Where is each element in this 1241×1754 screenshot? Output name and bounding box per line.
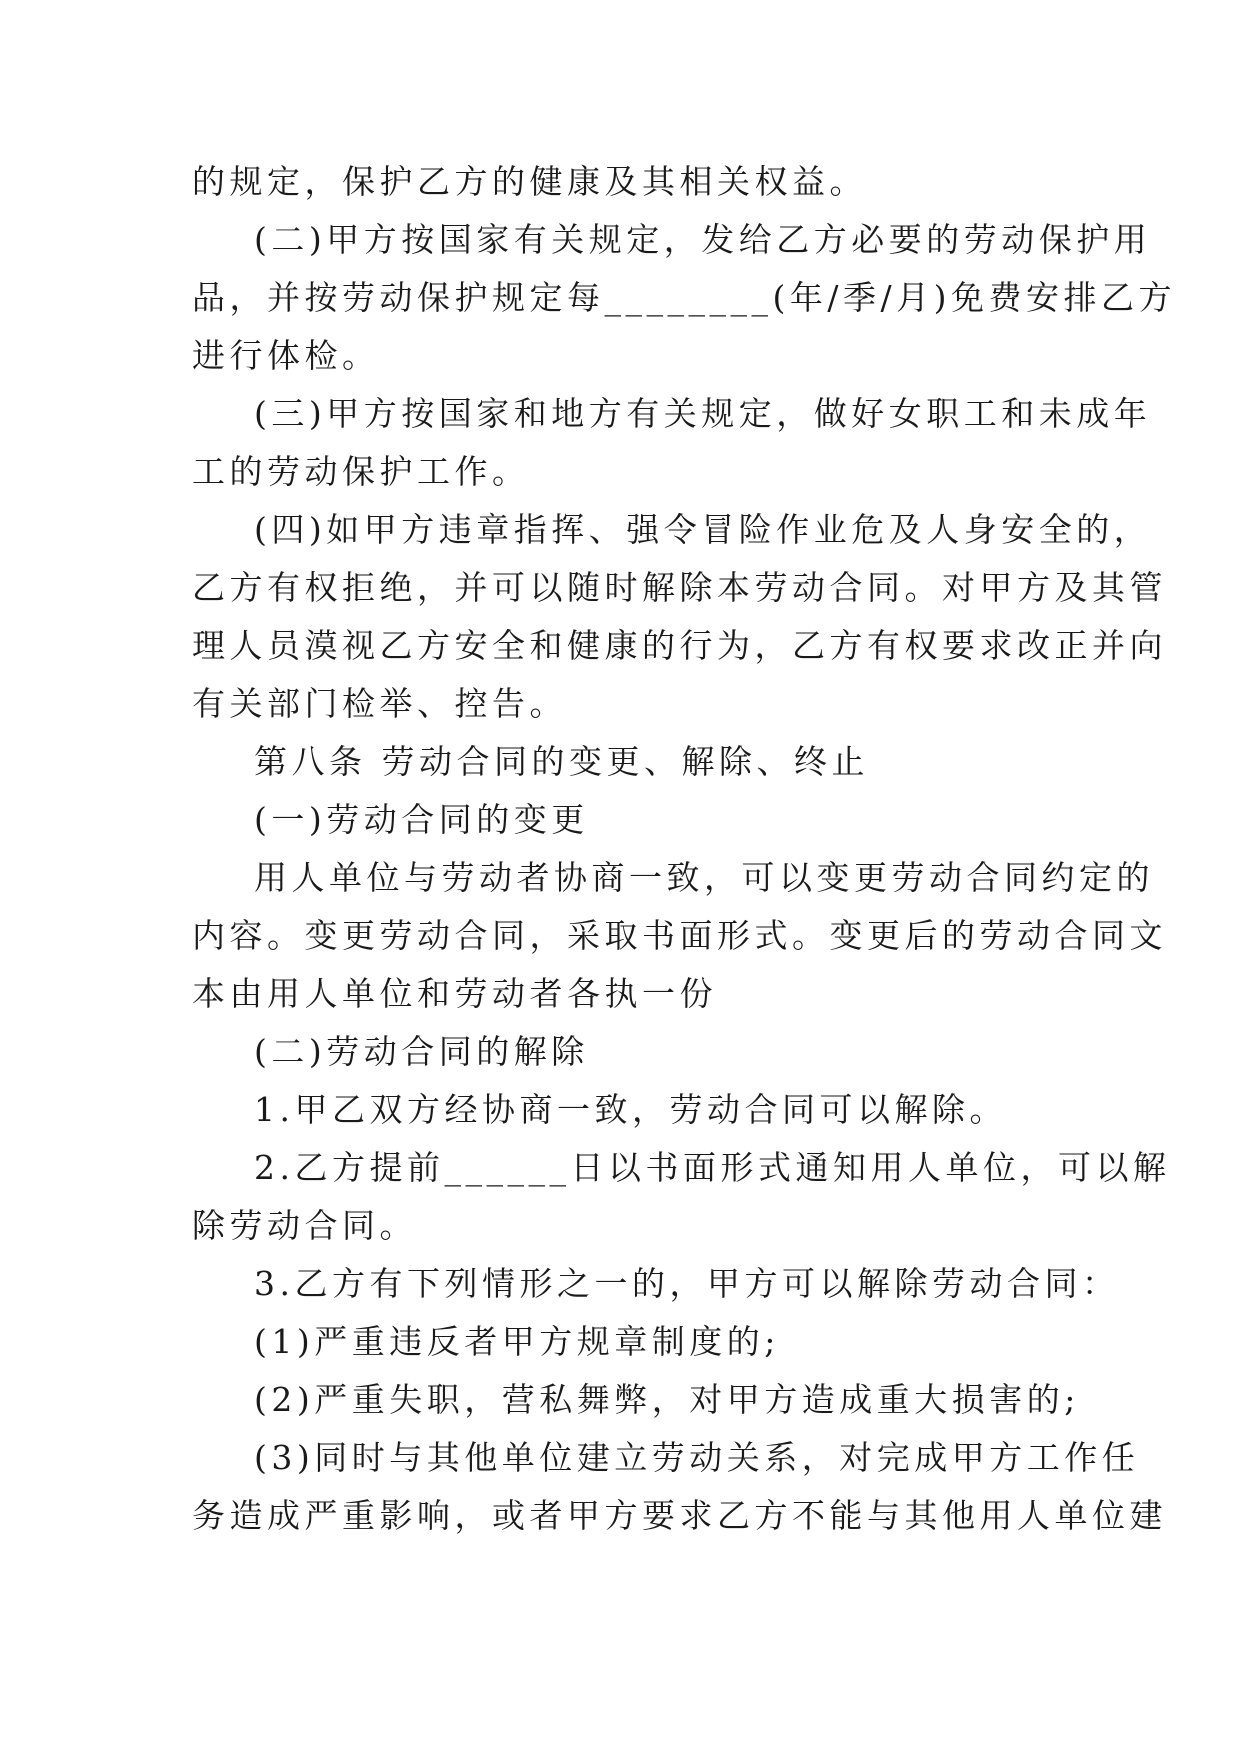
paragraph-start-line: (一)劳动合同的变更	[254, 800, 589, 839]
paragraph-line: 本由用人单位和劳动者各执一份	[192, 974, 717, 1013]
paragraph-line: 的规定，保护乙方的健康及其相关权益。	[192, 162, 867, 201]
paragraph-start-line: (二)劳动合同的解除	[254, 1032, 589, 1071]
paragraph-start-line: 3.乙方有下列情形之一的，甲方可以解除劳动合同：	[254, 1264, 1120, 1303]
paragraph-start-line: (三)甲方按国家和地方有关规定，做好女职工和未成年	[254, 394, 1152, 433]
paragraph-start-line: (二)甲方按国家有关规定，发给乙方必要的劳动保护用	[254, 220, 1152, 259]
paragraph-start-line: 2.乙方提前______日以书面形式通知用人单位，可以解	[254, 1148, 1171, 1187]
paragraph-line: 乙方有权拒绝，并可以随时解除本劳动合同。对甲方及其管	[192, 568, 1167, 607]
paragraph-line: 除劳动合同。	[192, 1206, 417, 1245]
paragraph-start-line: (3)同时与其他单位建立劳动关系，对完成甲方工作任	[254, 1438, 1140, 1477]
paragraph-start-line: (四)如甲方违章指挥、强令冒险作业危及人身安全的，	[254, 510, 1152, 549]
paragraph-line: 有关部门检举、控告。	[192, 684, 567, 723]
paragraph-line: 品，并按劳动保护规定每________(年/季/月)免费安排乙方	[192, 278, 1176, 317]
paragraph-start-line: 第八条 劳动合同的变更、解除、终止	[254, 742, 869, 781]
paragraph-line: 内容。变更劳动合同，采取书面形式。变更后的劳动合同文	[192, 916, 1167, 955]
paragraph-start-line: 用人单位与劳动者协商一致，可以变更劳动合同约定的	[254, 858, 1154, 897]
paragraph-start-line: 1.甲乙双方经协商一致，劳动合同可以解除。	[254, 1090, 1007, 1129]
paragraph-line: 工的劳动保护工作。	[192, 452, 530, 491]
paragraph-start-line: (2)严重失职，营私舞弊，对甲方造成重大损害的;	[254, 1380, 1080, 1419]
paragraph-line: 理人员漠视乙方安全和健康的行为，乙方有权要求改正并向	[192, 626, 1167, 665]
paragraph-line: 务造成严重影响，或者甲方要求乙方不能与其他用人单位建	[192, 1496, 1167, 1535]
paragraph-start-line: (1)严重违反者甲方规章制度的;	[254, 1322, 780, 1361]
paragraph-line: 进行体检。	[192, 336, 380, 375]
